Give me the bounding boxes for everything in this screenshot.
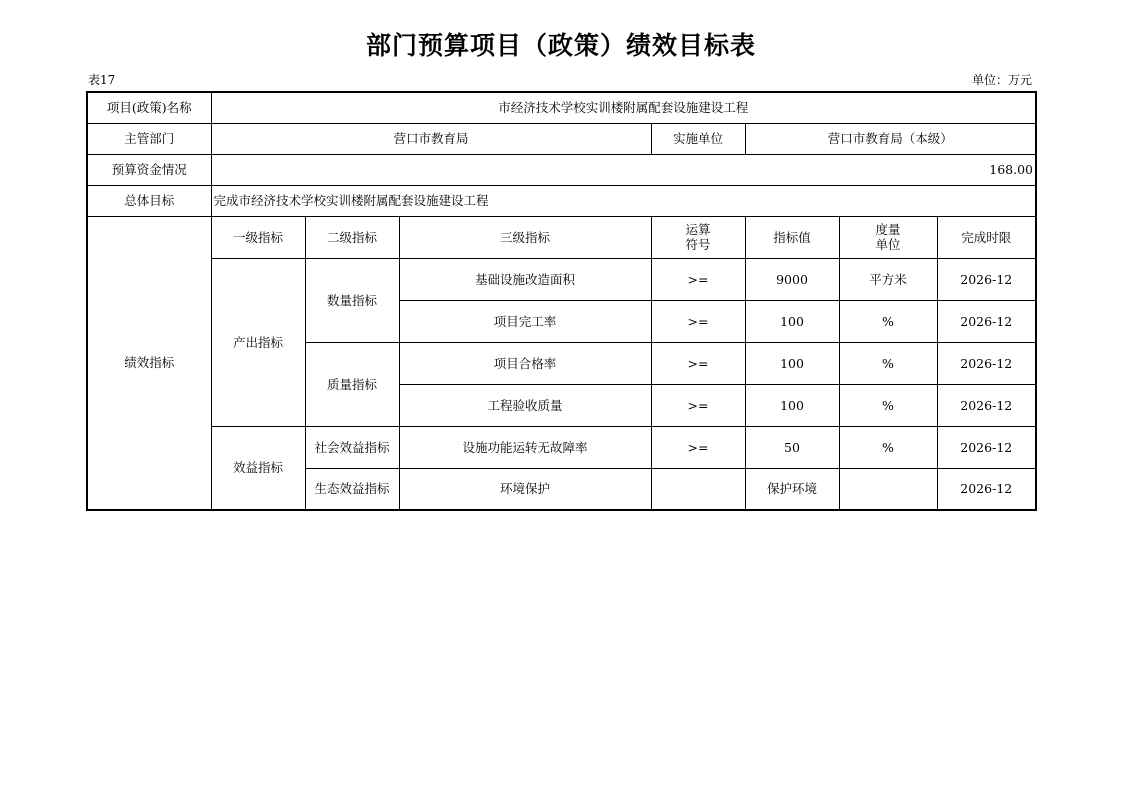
performance-table <box>86 91 1037 511</box>
goal-label: 总体目标 <box>87 185 211 216</box>
header-level1: 一级指标 <box>211 216 305 258</box>
goal-value: 完成市经济技术学校实训楼附属配套设施建设工程 <box>211 185 1036 216</box>
group-benefit: 效益指标 <box>211 426 305 510</box>
row-op: >= <box>651 342 745 384</box>
row-deadline: 2026-12 <box>937 258 1036 300</box>
header-deadline: 完成时限 <box>937 216 1036 258</box>
row-name: 环境保护 <box>399 468 651 510</box>
row-deadline: 2026-12 <box>937 468 1036 510</box>
group-eco: 生态效益指标 <box>305 468 399 510</box>
row-op: >= <box>651 384 745 426</box>
budget-label: 预算资金情况 <box>87 154 211 185</box>
row-deadline: 2026-12 <box>937 426 1036 468</box>
perf-label: 绩效指标 <box>87 216 211 510</box>
impl-label: 实施单位 <box>651 123 745 154</box>
impl-value: 营口市教育局（本级） <box>745 123 1036 154</box>
dept-value: 营口市教育局 <box>211 123 651 154</box>
row-value: 50 <box>745 426 839 468</box>
unit-label: 单位：万元 <box>971 73 1032 87</box>
group-quality: 质量指标 <box>305 342 399 426</box>
row-value: 100 <box>745 384 839 426</box>
project-label: 项目(政策)名称 <box>87 92 211 123</box>
row-name: 项目合格率 <box>399 342 651 384</box>
goal-row <box>87 185 1036 216</box>
row-unit: % <box>839 384 937 426</box>
row-unit: % <box>839 426 937 468</box>
row-deadline: 2026-12 <box>937 384 1036 426</box>
header-level3: 三级指标 <box>399 216 651 258</box>
dept-label: 主管部门 <box>87 123 211 154</box>
row-value: 100 <box>745 300 839 342</box>
budget-value: 168.00 <box>211 154 1036 185</box>
page-title: 部门预算项目（政策）绩效目标表 <box>365 31 756 60</box>
header-value: 指标值 <box>745 216 839 258</box>
row-deadline: 2026-12 <box>937 342 1036 384</box>
row-op: >= <box>651 258 745 300</box>
row-value: 9000 <box>745 258 839 300</box>
table-number: 表17 <box>88 73 116 87</box>
row-op: >= <box>651 426 745 468</box>
row-name: 设施功能运转无故障率 <box>399 426 651 468</box>
group-output: 产出指标 <box>211 258 305 426</box>
row-name: 基础设施改造面积 <box>399 258 651 300</box>
row-unit <box>839 468 937 510</box>
row-value: 保护环境 <box>745 468 839 510</box>
project-row <box>87 92 1036 123</box>
header-op: 运算 符号 <box>651 216 745 258</box>
table-row <box>87 258 1036 300</box>
header-level2: 二级指标 <box>305 216 399 258</box>
budget-row <box>87 154 1036 185</box>
row-unit: % <box>839 342 937 384</box>
group-quantity: 数量指标 <box>305 258 399 342</box>
group-social: 社会效益指标 <box>305 426 399 468</box>
row-op <box>651 468 745 510</box>
row-op: >= <box>651 300 745 342</box>
header-unit: 度量 单位 <box>839 216 937 258</box>
row-name: 工程验收质量 <box>399 384 651 426</box>
row-value: 100 <box>745 342 839 384</box>
row-unit: 平方米 <box>839 258 937 300</box>
row-deadline: 2026-12 <box>937 300 1036 342</box>
project-value: 市经济技术学校实训楼附属配套设施建设工程 <box>211 92 1036 123</box>
table-row <box>87 426 1036 468</box>
dept-row <box>87 123 1036 154</box>
perf-header-row <box>87 216 1036 258</box>
row-name: 项目完工率 <box>399 300 651 342</box>
row-unit: % <box>839 300 937 342</box>
